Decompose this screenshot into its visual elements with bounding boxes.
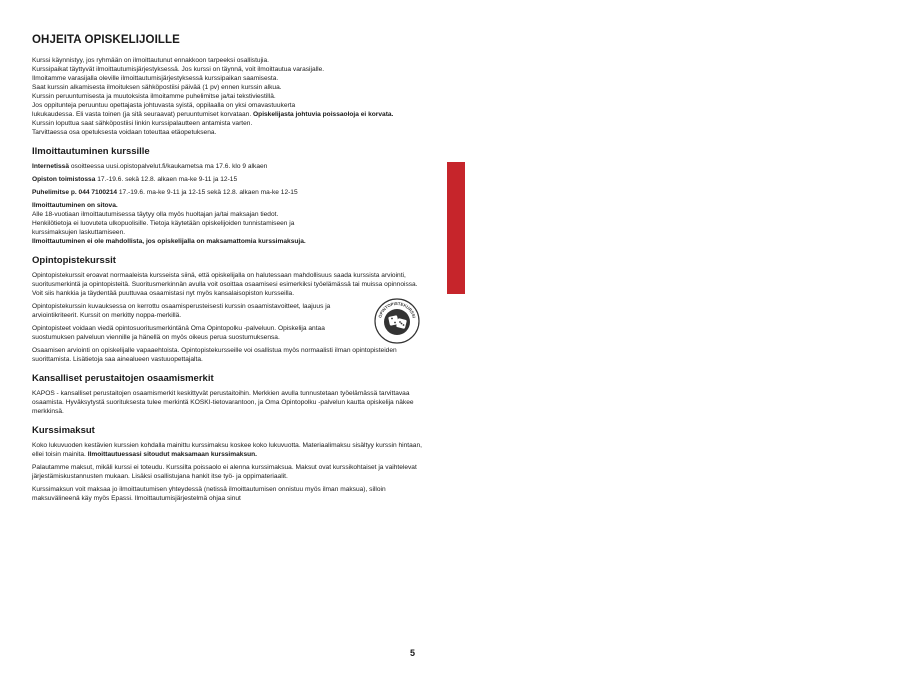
intro-line-1: Kurssi käynnistyy, jos ryhmään on ilmoittautunut ennakkoon tarpeeksi osallistujia. xyxy=(32,57,270,64)
intro-line-5: Kurssin peruuntumisesta ja muutoksista ilmoitamme puhelimitse ja/tai tekstiviestillä. xyxy=(32,93,276,100)
page-title: OHJEITA OPISKELIJOILLE xyxy=(32,34,180,46)
fees-commitment: Ilmoittautuessasi sitoudut maksamaan kurssimaksun. xyxy=(87,451,258,458)
fees-heading: Kurssimaksut xyxy=(32,425,95,436)
side-tab-label: OHJEITA OPISKELIJOILLE xyxy=(898,332,908,448)
registration-heading: Ilmoittautuminen kurssille xyxy=(32,146,150,157)
fees-intro-text: Koko lukuvuoden kestävien kurssien kohdalla mainittu kurssimaksu koskee koko lukuvuotta. Materiaalimaksu sisältyy kurssin hintaan, ellei toisin mainita. xyxy=(32,442,422,458)
registration-phone xyxy=(32,188,426,197)
internet-label: Internetissä xyxy=(32,163,70,170)
intro-line-8: Kurssin loputtua saat sähköpostiisi linkin kurssipalautteen antamista varten. xyxy=(32,120,253,127)
registration-line-1: Alle 18-vuotiaan ilmoittautumisessa täytyy olla myös huoltajan ja/tai maksajan tiedot. xyxy=(32,211,279,218)
dice-badge-icon xyxy=(374,298,420,344)
credits-paragraph-1: Opintopistekurssit eroavat normaaleista kursseista siinä, että opiskelijalla on halutessaan mahdollisuus saada kurssista arviointi, suoritusmerkintä ja opintopisteitä. Suoritusmerkinnän avulla voit osoittaa osaamisesi esimerkiksi työelämässä tai muissa opinnoissa. Voit siis hankkia ja täydentää puuttuvaa osaamistasi nyt myös kansalaisopiston kursseilla. xyxy=(32,272,418,297)
intro-line-6: Jos oppitunteja peruuntuu opettajasta johtuvasta syistä, oppilaalla on yksi omavastuukerta xyxy=(32,102,296,109)
fees-paragraph-1 xyxy=(32,441,426,459)
intro-refund-text: lukukaudessa. Eli vasta toinen (ja sitä seuraavat) peruuntumiset korvataan. xyxy=(32,111,252,118)
credits-paragraph-3: Opintopisteet voidaan viedä opintosuoritusmerkintänä Oma Opintopolku -palveluun. Opiskelija antaa suostumuksen palveluun viennille ja hänellä on myös oikeus perua suostumuksensa. xyxy=(32,325,325,341)
registration-line-3: kurssimaksujen laskuttamiseen. xyxy=(32,229,126,236)
side-tab xyxy=(447,162,908,448)
office-label: Opiston toimistossa xyxy=(32,176,96,183)
registration-office xyxy=(32,175,426,184)
intro-line-4: Saat kurssin alkamisesta ilmoituksen sähköpostiisi päivää (1 pv) ennen kurssin alkua. xyxy=(32,84,282,91)
intro-line-7 xyxy=(32,110,426,119)
fees-paragraph-2: Palautamme maksut, mikäli kurssi ei toteudu. Kurssilta poissaolo ei alenna kurssimaksua. Maksut ovat kurssikohtaiset ja vaihtelevat järjestämiskustannusten mukaan. Lisäksi osallistujana hankit itse työ- ja oppimateriaalit. xyxy=(32,464,417,480)
phone-text: 17.-19.6. ma-ke 9-11 ja 12-15 sekä 12.8. alkaen ma-ke 12-15 xyxy=(118,189,298,196)
office-text: 17.-19.6. sekä 12.8. alkaen ma-ke 9-11 ja 12-15 xyxy=(97,176,238,183)
intro-line-9: Tarvittaessa osa opetuksesta voidaan toteuttaa etäopetuksena. xyxy=(32,129,217,136)
credits-paragraph-4: Osaamisen arviointi on opiskelijalle vapaaehtoista. Opintopistekursseille voi osallistua myös normaalisti ilman opintopisteiden suorittamista. Lisätietoja saa ainealueen vastuuopettajalta. xyxy=(32,347,397,363)
internet-text: osoitteessa uusi.opistopalvelut.fi/kaukametsa ma 17.6. klo 9 alkaen xyxy=(70,163,268,170)
registration-line-4: Ilmoittautuminen ei ole mahdollista, jos opiskelijalla on maksamattomia kurssimaksuja. xyxy=(32,238,306,245)
phone-label: Puhelimitse p. 044 7100214 xyxy=(32,189,118,196)
main-content xyxy=(32,56,426,503)
credits-badge-row xyxy=(32,302,426,342)
kapos-paragraph: KAPOS - kansalliset perustaitojen osaamismerkit keskittyvät perustaitoihin. Merkkien avulla tunnustetaan työelämässä tarvittavaa osaamista. Hyväksytystä suorituksesta tulee merkintä KOSKI-tietovarantoon, ja Oma Opintopolku -palvelun kautta opiskelija näkee merkkinsä. xyxy=(32,390,414,415)
intro-line-3: Ilmoitamme varasijalla oleville ilmoittautumisjärjestyksessä kurssipaikan saamisesta. xyxy=(32,75,279,82)
intro-line-2: Kurssipaikat täyttyvät ilmoittautumisjärjestyksessä. Jos kurssi on täynnä, voit ilmoittautua varasijalle. xyxy=(32,66,325,73)
page-number: 5 xyxy=(410,648,416,658)
credits-heading: Opintopistekurssit xyxy=(32,255,116,266)
fees-paragraph-3: Kurssimaksun voit maksaa jo ilmoittautumisen yhteydessä (netissä ilmoittautumisen onnistuu myös ilman maksua), silloin maksuvälineenä käy myös Epassi. Ilmoittautumisjärjestelmä ohjaa sinut xyxy=(32,486,386,502)
kapos-heading: Kansalliset perustaitojen osaamismerkit xyxy=(32,373,214,384)
registration-binding: Ilmoittautuminen on sitova. xyxy=(32,202,118,209)
credits-paragraph-2: Opintopistekurssin kuvauksessa on kerrottu osaamisperusteisesti kurssin osaamistavoitteet, laajuus ja arviointikriteerit. Kurssit on merkitty noppa-merkillä. xyxy=(32,303,331,319)
badge-label: OPINTOPISTEKURSSI xyxy=(377,300,417,319)
intro-absence-note: Opiskelijasta johtuvia poissaoloja ei korvata. xyxy=(253,111,394,118)
registration-internet xyxy=(32,162,426,171)
registration-line-2: Henkilötietoja ei luovuteta ulkopuolisille. Tietoja käytetään opiskelijoiden tunnistamiseen ja xyxy=(32,220,295,227)
